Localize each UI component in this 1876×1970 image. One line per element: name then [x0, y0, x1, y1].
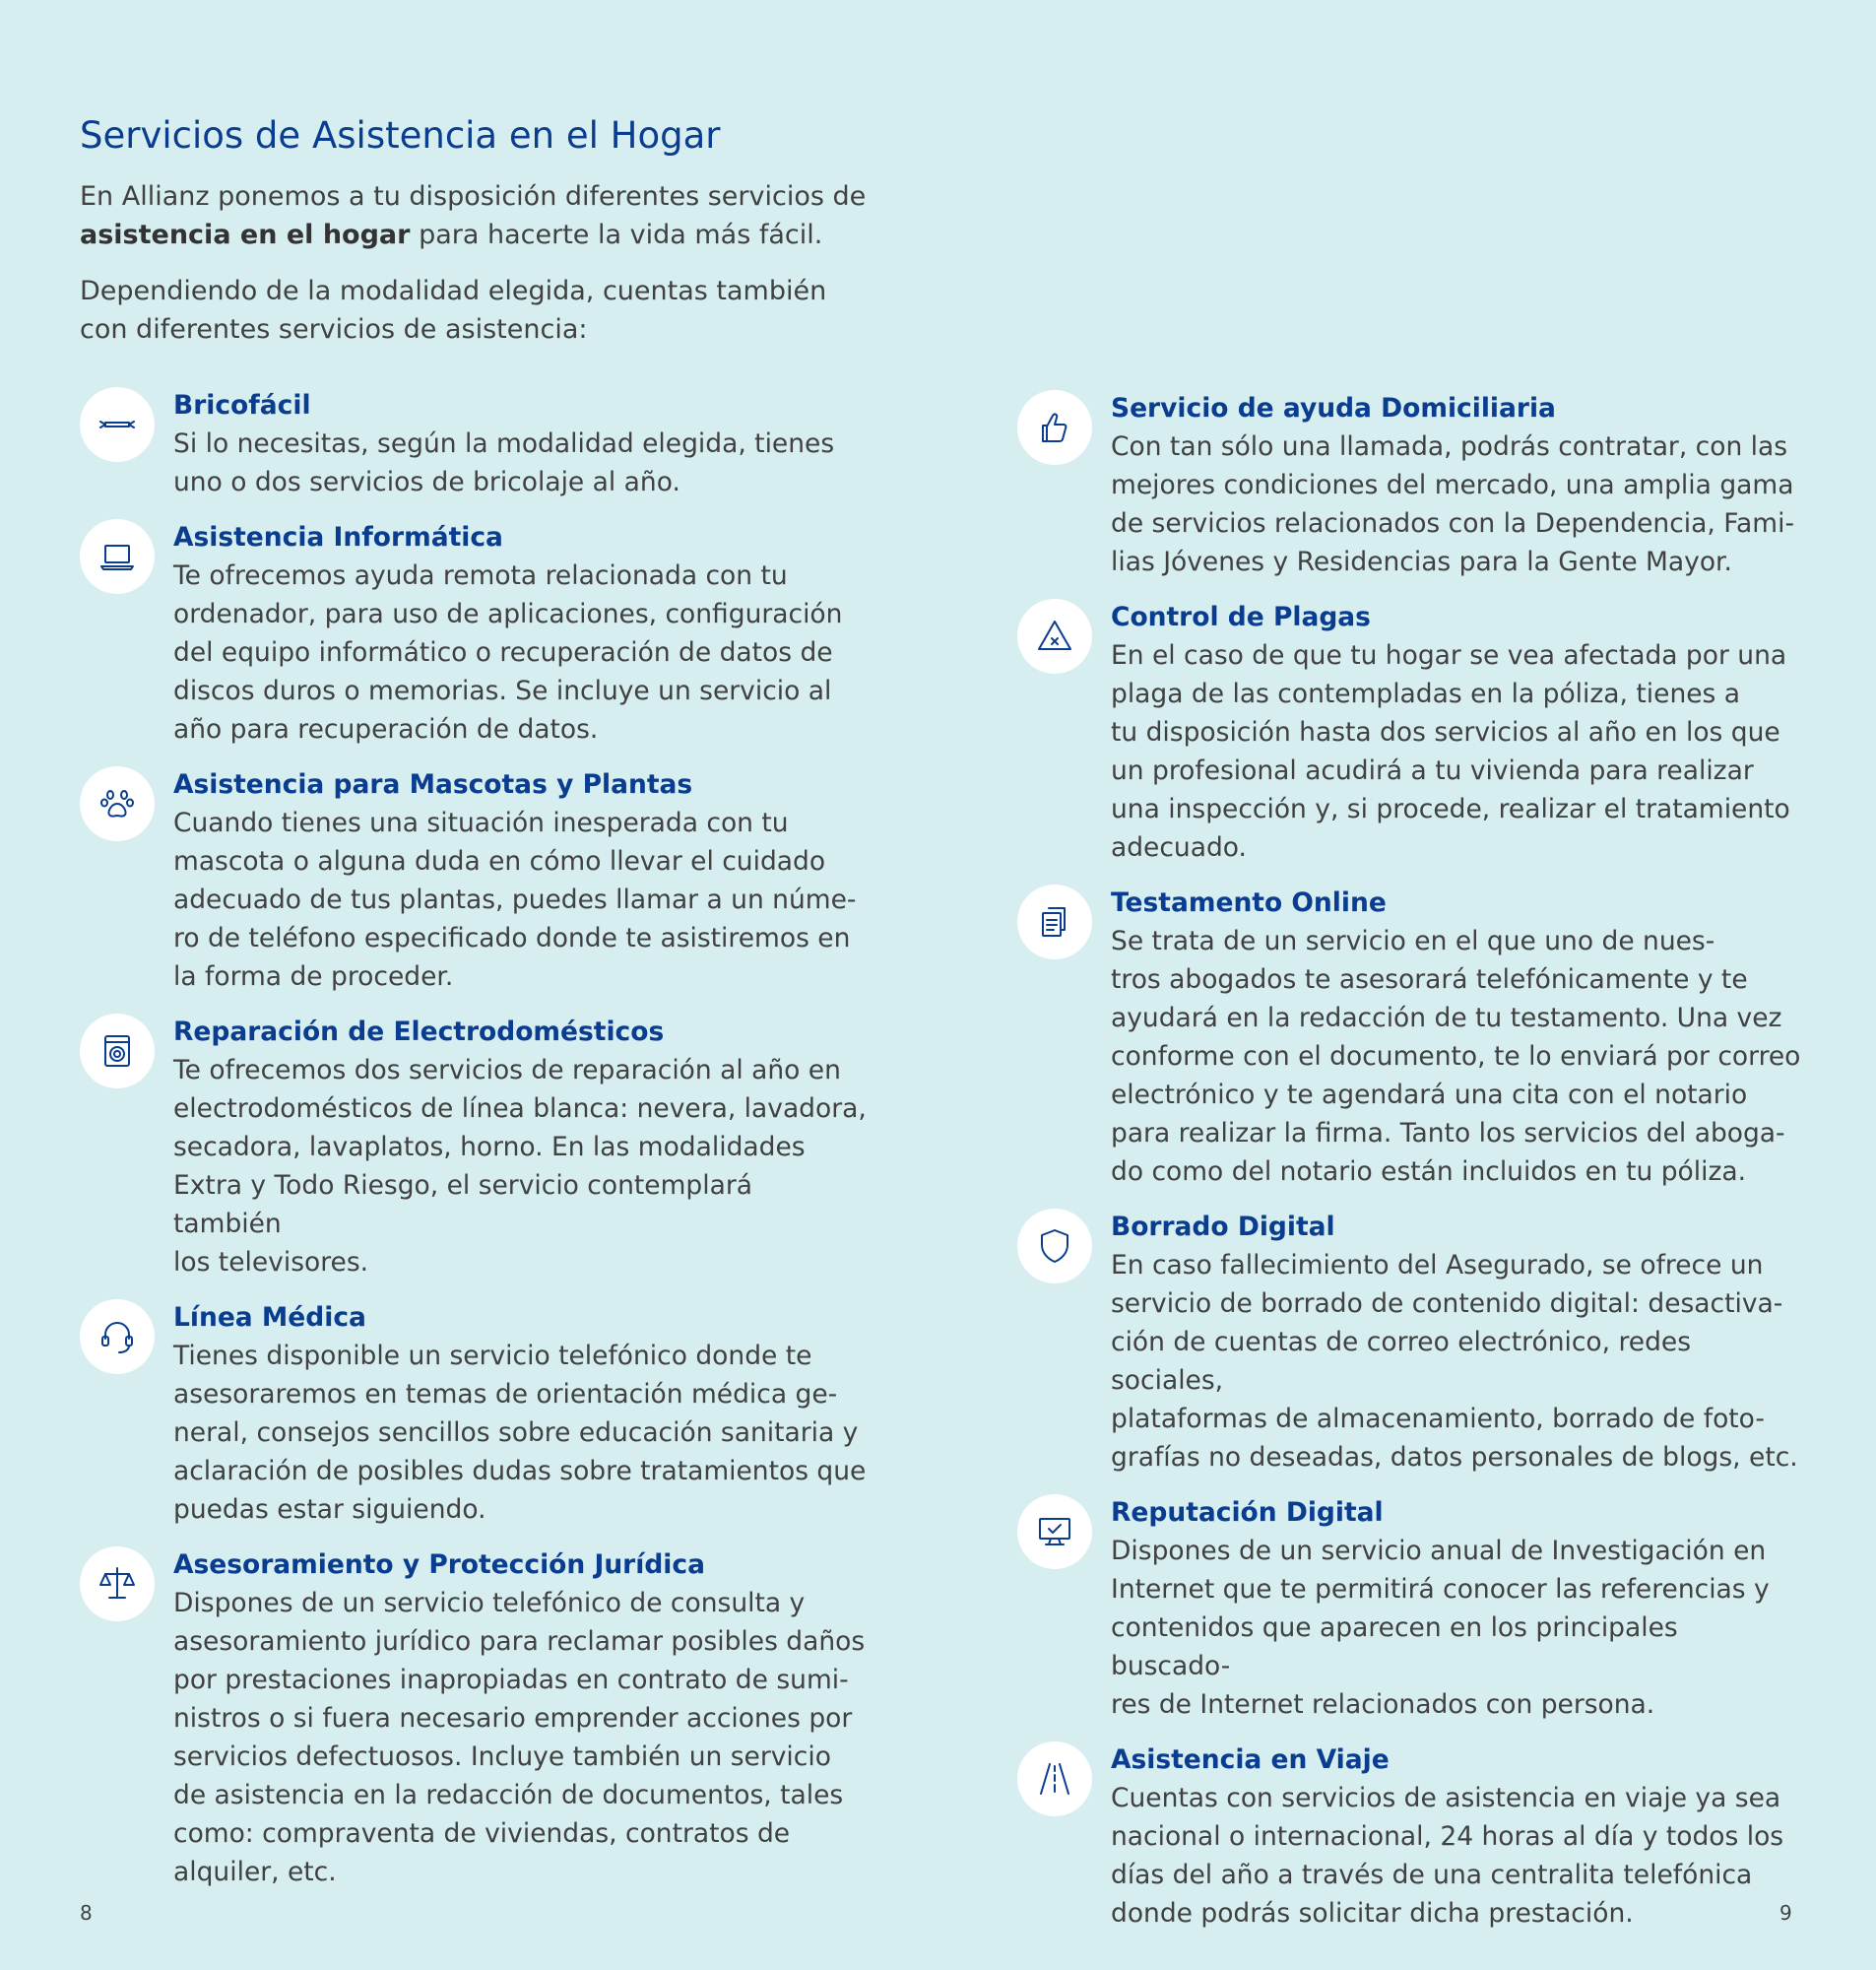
services-left-column — [80, 386, 868, 1908]
service-title: Bricofácil — [173, 390, 311, 421]
service-title: Reparación de Electrodomésticos — [173, 1017, 665, 1047]
wrench-icon — [80, 387, 155, 462]
service-proteccion-juridica — [80, 1545, 868, 1891]
monitor-check-icon — [1017, 1494, 1092, 1569]
intro — [80, 177, 868, 366]
intro-text: En Allianz ponemos a tu disposición diferentes servicios de — [80, 181, 867, 212]
service-control-plagas — [1017, 598, 1805, 867]
service-title: Línea Médica — [173, 1302, 366, 1333]
documents-icon — [1017, 885, 1092, 959]
shield-icon — [1017, 1209, 1092, 1283]
headset-icon — [80, 1299, 155, 1374]
service-linea-medica — [80, 1298, 868, 1529]
service-title: Servicio de ayuda Domiciliaria — [1111, 393, 1556, 424]
intro-paragraph-2: Dependiendo de la modalidad elegida, cuentas también con diferentes servicios de asistencia: — [80, 276, 827, 345]
service-testamento-online — [1017, 884, 1805, 1191]
page-number-left: 8 — [80, 1901, 93, 1925]
service-asistencia-informatica — [80, 518, 868, 749]
thumbs-up-icon — [1017, 390, 1092, 465]
service-text: Si lo necesitas, según la modalidad elegida, tienes uno o dos servicios de bricolaje al año. — [173, 428, 835, 497]
intro-paragraph-1 — [80, 177, 868, 254]
service-text: Se trata de un servicio en el que uno de nues- tros abogados te asesorará telefónicamente y te ayudará en la redacción de tu testamento. Una vez conforme con el documento, te lo enviará por correo electrónico y te agendará una cita con el notario para realizar la firma. Tanto los servicios del aboga- do como del notario están incluidos en tu póliza. — [1111, 926, 1801, 1187]
service-title: Control de Plagas — [1111, 602, 1371, 632]
service-text: Te ofrecemos dos servicios de reparación al año en electrodomésticos de línea blanca: nevera, lavadora, secadora, lavaplatos, horno. En las modalidades Extra y Todo Riesgo, el servicio contemplará también los televisores. — [173, 1055, 867, 1278]
service-borrado-digital — [1017, 1208, 1805, 1477]
service-text: En caso fallecimiento del Asegurado, se ofrece un servicio de borrado de contenido digital: desactiva- ción de cuentas de correo electrónico, redes sociales, plataformas de almacenamiento, borrado de foto- grafías no deseadas, datos personales de blogs, etc. — [1111, 1250, 1798, 1473]
service-title: Asesoramiento y Protección Jurídica — [173, 1549, 705, 1580]
page-number-right: 9 — [1779, 1901, 1792, 1925]
service-title: Asistencia en Viaje — [1111, 1744, 1390, 1775]
service-mascotas-plantas — [80, 765, 868, 996]
service-text: Te ofrecemos ayuda remota relacionada con tu ordenador, para uso de aplicaciones, configuración del equipo informático o recuperación de datos de discos duros o memorias. Se incluye un servicio al año para recuperación de datos. — [173, 560, 843, 745]
services-right-column — [1017, 389, 1805, 1949]
service-bricofacil — [80, 386, 868, 501]
service-text: Cuando tienes una situación inesperada con tu mascota o alguna duda en cómo llevar el cuidado adecuado de tus plantas, puedes llamar a un núme- ro de teléfono especificado donde te asistiremos en la forma de proceder. — [173, 808, 857, 992]
service-title: Asistencia para Mascotas y Plantas — [173, 769, 693, 800]
service-text: Dispones de un servicio telefónico de consulta y asesoramiento jurídico para reclamar posibles daños por prestaciones inapropiadas en contrato de sumi- nistros o si fuera necesario emprender acciones por servicios defectuosos. Incluye también un servicio de asistencia en la redacción de documentos, tales como: compraventa de viviendas, contratos de alquiler, etc. — [173, 1588, 866, 1887]
service-text: Tienes disponible un servicio telefónico donde te asesoraremos en temas de orientación médica ge- neral, consejos sencillos sobre educación sanitaria y aclaración de posibles dudas sobre tratamientos que puedas estar siguiendo. — [173, 1341, 867, 1525]
page-title: Servicios de Asistencia en el Hogar — [80, 114, 721, 157]
road-icon — [1017, 1741, 1092, 1816]
service-text: En el caso de que tu hogar se vea afectada por una plaga de las contempladas en la póliza, tienes a tu disposición hasta dos servicios al año en los que un profesional acudirá a tu vivienda para realizar una inspección y, si procede, realizar el tratamiento adecuado. — [1111, 640, 1790, 863]
service-text: Dispones de un servicio anual de Investigación en Internet que te permitirá conocer las referencias y contenidos que aparecen en los principales buscado- res de Internet relacionados con persona. — [1111, 1536, 1770, 1720]
washing-machine-icon — [80, 1014, 155, 1088]
service-text: Con tan sólo una llamada, podrás contratar, con las mejores condiciones del mercado, una amplia gama de servicios relacionados con la Dependencia, Fami- lias Jóvenes y Residencias para la Gente Mayor. — [1111, 431, 1795, 577]
service-title: Borrado Digital — [1111, 1212, 1335, 1242]
service-electrodomesticos — [80, 1013, 868, 1281]
service-title: Testamento Online — [1111, 887, 1387, 918]
service-title: Asistencia Informática — [173, 522, 503, 553]
intro-bold-text: asistencia en el hogar — [80, 220, 411, 250]
service-asistencia-viaje — [1017, 1740, 1805, 1933]
service-title: Reputación Digital — [1111, 1497, 1384, 1528]
warning-triangle-icon — [1017, 599, 1092, 674]
paw-icon — [80, 766, 155, 841]
intro-text-end: para hacerte la vida más fácil. — [410, 220, 823, 250]
service-reputacion-digital — [1017, 1493, 1805, 1724]
service-text: Cuentas con servicios de asistencia en viaje ya sea nacional o internacional, 24 horas al día y todos los días del año a través de una centralita telefónica donde podrás solicitar dicha prestación. — [1111, 1783, 1784, 1929]
scales-icon — [80, 1546, 155, 1621]
laptop-icon — [80, 519, 155, 594]
service-ayuda-domiciliaria — [1017, 389, 1805, 581]
